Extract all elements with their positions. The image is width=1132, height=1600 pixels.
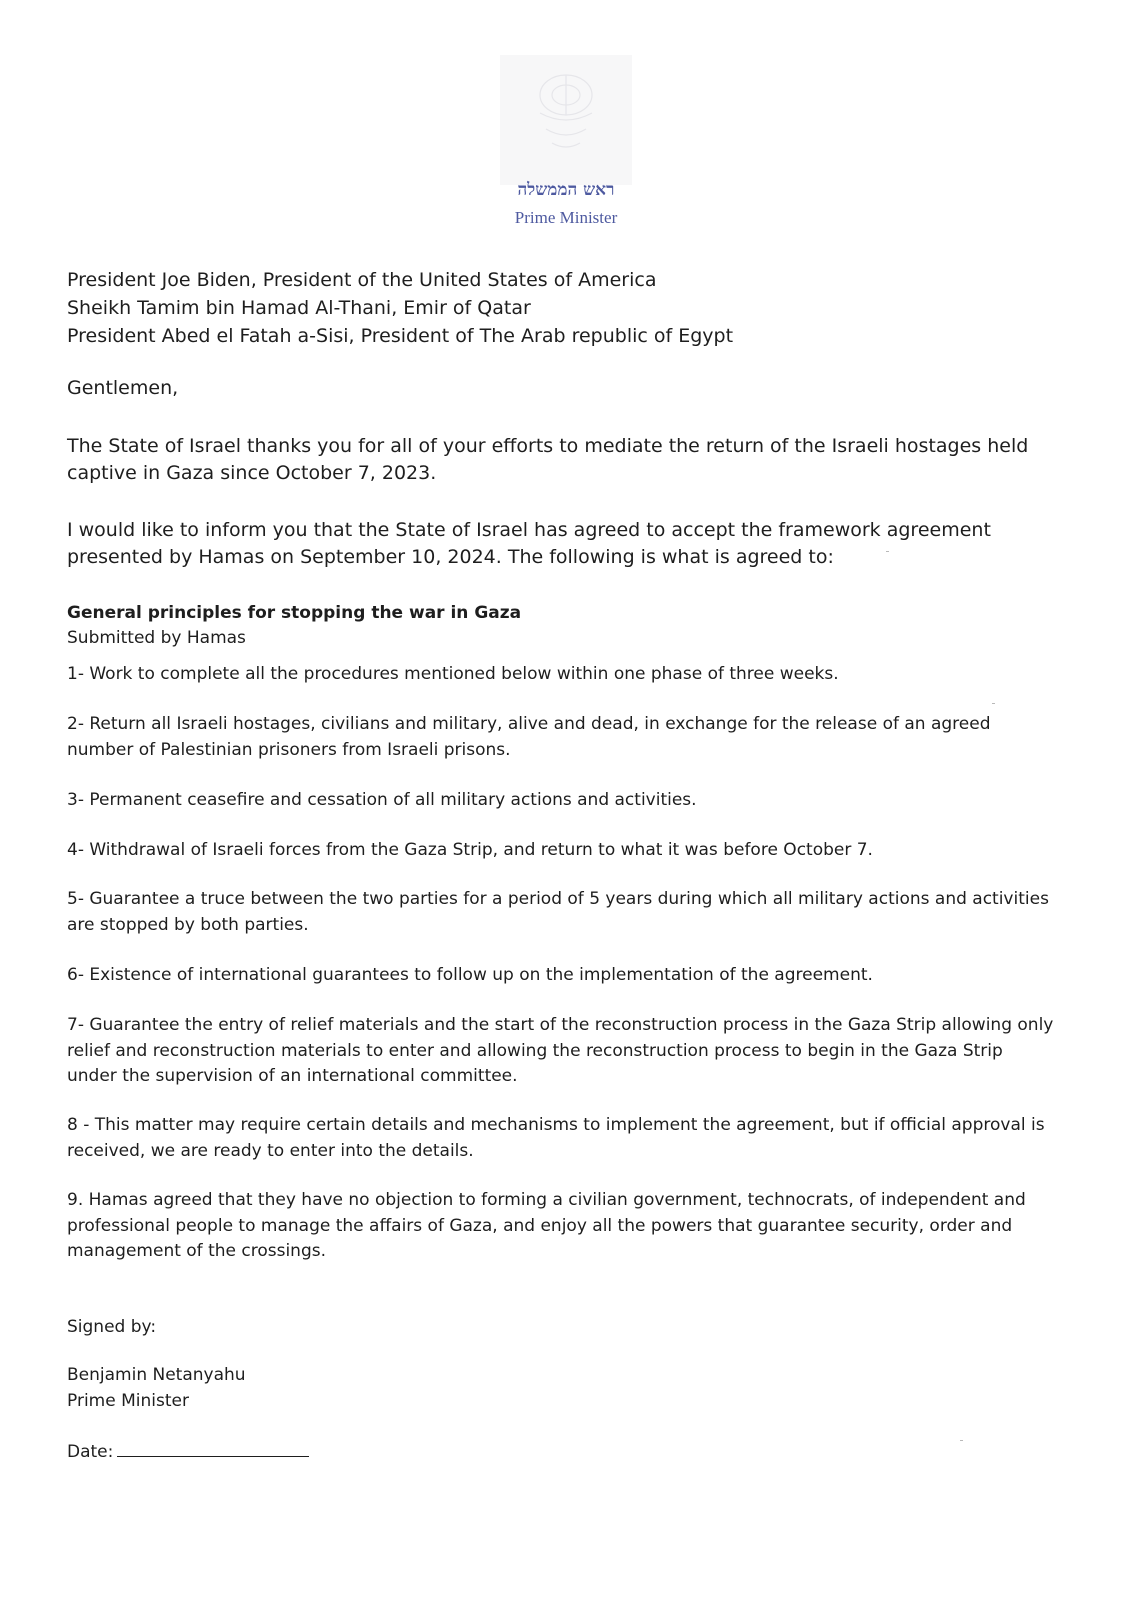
paragraph-thanks: The State of Israel thanks you for all of your efforts to mediate the return of the Israeli hostages held captive in Gaza since October 7, 2023. bbox=[67, 435, 1029, 484]
scan-speck bbox=[886, 551, 889, 552]
signer-title: Prime Minister bbox=[67, 1390, 189, 1411]
principle-item: 9. Hamas agreed that they have no objection to forming a civilian government, technocrats, of independent and professional people to manage the affairs of Gaza, and enjoy all the powers that guarantee security, order and management of the crossings. bbox=[67, 1190, 1026, 1261]
recipient-block bbox=[67, 266, 1067, 350]
principle-item: 4- Withdrawal of Israeli forces from the Gaza Strip, and return to what it was before October 7. bbox=[67, 840, 873, 860]
letterhead-hebrew-title: ראש הממשלה bbox=[517, 180, 615, 200]
date-blank-line bbox=[117, 1438, 309, 1457]
salutation: Gentlemen, bbox=[67, 377, 179, 399]
letterhead-english-title: Prime Minister bbox=[514, 208, 618, 227]
principle-item: 1- Work to complete all the procedures mentioned below within one phase of three weeks. bbox=[67, 664, 839, 684]
signed-by-label: Signed by: bbox=[67, 1317, 157, 1337]
scan-speck bbox=[960, 1440, 963, 1441]
state-emblem-watermark bbox=[500, 55, 632, 185]
recipient-line: President Joe Biden, President of the United States of America bbox=[67, 269, 657, 291]
principles-title: General principles for stopping the war in Gaza bbox=[67, 603, 522, 623]
principles-subtitle: Submitted by Hamas bbox=[67, 628, 246, 648]
principle-item: 2- Return all Israeli hostages, civilians and military, alive and dead, in exchange for the release of an agreed number of Palestinian prisoners from Israeli prisons. bbox=[67, 714, 991, 760]
principle-item: 3- Permanent ceasefire and cessation of all military actions and activities. bbox=[67, 790, 697, 810]
recipient-line: Sheikh Tamim bin Hamad Al-Thani, Emir of Qatar bbox=[67, 297, 531, 319]
scan-speck bbox=[992, 703, 995, 704]
principle-item: 6- Existence of international guarantees to follow up on the implementation of the agreement. bbox=[67, 965, 873, 985]
date-row bbox=[67, 1438, 1067, 1465]
signer-block bbox=[67, 1363, 1067, 1414]
signer-name: Benjamin Netanyahu bbox=[67, 1365, 246, 1385]
recipient-line: President Abed el Fatah a-Sisi, President of The Arab republic of Egypt bbox=[67, 325, 734, 347]
principle-item: 5- Guarantee a truce between the two parties for a period of 5 years during which all military actions and activities are stopped by both parties. bbox=[67, 889, 1049, 935]
principle-item: 8 - This matter may require certain details and mechanisms to implement the agreement, but if official approval is received, we are ready to enter into the details. bbox=[67, 1115, 1045, 1161]
principle-item: 7- Guarantee the entry of relief materials and the start of the reconstruction process in the Gaza Strip allowing only relief and reconstruction materials to enter and allowing the reconstruction process to begin in the Gaza Strip under the supervision of an international committee. bbox=[67, 1015, 1054, 1086]
date-label: Date: bbox=[67, 1442, 114, 1462]
paragraph-agreement: I would like to inform you that the State of Israel has agreed to accept the framework agreement presented by Hamas on September 10, 2024. The following is what is agreed to: bbox=[67, 519, 991, 568]
